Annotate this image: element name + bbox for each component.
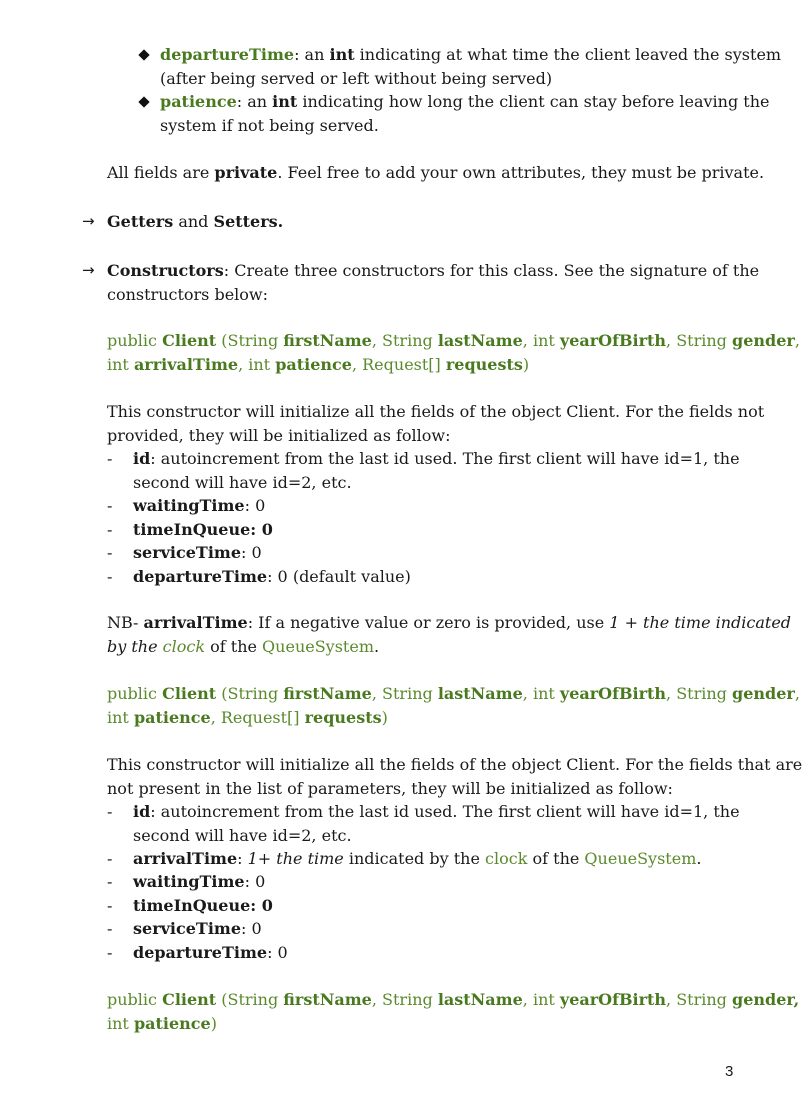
code-text: ) [522, 354, 530, 374]
text: This constructor will initialize all the fields of the object Client. For the fields not [107, 402, 765, 421]
text: All fields are [107, 163, 215, 182]
text: 1+ the time [247, 849, 344, 868]
code-identifier: patience [133, 707, 211, 727]
text: This constructor will initialize all the fields of the object Client. For the fields that are [107, 755, 802, 774]
text: : 0 [244, 872, 266, 891]
text: id [133, 449, 151, 468]
code-identifier: Client [162, 990, 217, 1009]
code-identifier: lastName [437, 684, 523, 703]
code-text: , String [666, 331, 733, 350]
text: departureTime [133, 943, 268, 962]
code-text: , int [522, 684, 560, 703]
code-text: ) [381, 707, 388, 727]
text: not present in the list of parameters, they will be initialized as follow: [107, 778, 673, 798]
text: indicating at what time the client leaved the system [354, 45, 782, 64]
dash-bullet: - [107, 872, 113, 891]
dash-bullet: - [107, 449, 113, 468]
code-identifier: firstName [283, 331, 372, 350]
constructor-signature-3 [107, 988, 800, 1035]
code-reference: QueueSystem [262, 636, 374, 656]
dash-bullet: - [107, 943, 113, 962]
constructor-2-description [107, 753, 802, 800]
text: waitingTime [133, 496, 245, 515]
code-identifier: patience [133, 1013, 211, 1033]
code-identifier: yearOfBirth [559, 684, 667, 703]
code-text: , String [666, 684, 733, 703]
code-text: , int [522, 990, 560, 1009]
text: arrivalTime [133, 849, 238, 868]
text: of the [205, 636, 263, 656]
text: . Feel free to add your own attributes, they must be private. [277, 163, 765, 182]
getters-setters-heading [107, 210, 747, 234]
code-text: ) [210, 1013, 217, 1033]
code-text: , String [371, 684, 438, 703]
code-identifier: gender [732, 684, 795, 703]
code-identifier: patience [275, 354, 352, 374]
code-text: public [107, 684, 163, 703]
text: : Create three constructors for this class. See the signature of the [223, 261, 760, 280]
dash-bullet: - [107, 896, 113, 915]
code-text: int [107, 354, 134, 374]
text: constructors below: [107, 284, 269, 304]
list2-time-in-queue: timeInQueue: 0 [133, 896, 273, 915]
dash-bullet: - [107, 567, 113, 586]
text: waitingTime [133, 872, 245, 891]
dash-bullet: - [107, 919, 113, 938]
text: by the [107, 636, 163, 656]
code-text: int [107, 707, 134, 727]
constructor-1-description [107, 400, 765, 447]
text: : 0 [244, 496, 266, 515]
dash-bullet: - [107, 543, 113, 562]
text: serviceTime [133, 543, 242, 562]
code-text: public [107, 331, 163, 350]
field-name: departureTime [160, 45, 295, 64]
text: 1 + the time indicated [609, 613, 792, 632]
text: provided, they will be initialized as follow: [107, 425, 451, 445]
list1-service-time [133, 541, 262, 565]
code-reference: clock [485, 849, 528, 868]
text: : autoincrement from the last id used. The first client will have id=1, the [150, 802, 740, 821]
text: : [237, 849, 248, 868]
code-text: , String [371, 990, 438, 1009]
text: departureTime [133, 567, 268, 586]
text: indicated by the [343, 849, 486, 868]
list2-service-time [133, 917, 262, 941]
text: . [277, 212, 284, 231]
text: NB- [107, 613, 144, 632]
text: serviceTime [133, 919, 242, 938]
list2-arrival-time [133, 847, 701, 871]
code-identifier: arrivalTime [133, 354, 239, 374]
text: . [696, 849, 702, 868]
code-text: , [794, 684, 800, 703]
text: Getters [107, 212, 174, 231]
list2-waiting-time [133, 870, 265, 894]
code-identifier: requests [445, 354, 523, 374]
text: : 0 (default value) [267, 567, 411, 586]
text: second will have id=2, etc. [133, 472, 352, 492]
text: second will have id=2, etc. [133, 825, 352, 845]
dash-bullet: - [107, 520, 113, 539]
code-identifier: gender, [732, 990, 800, 1009]
type-keyword: int [272, 92, 298, 111]
code-identifier: Client [162, 684, 217, 703]
text: : 0 [267, 943, 288, 962]
text: : an [236, 92, 273, 111]
code-text: , Request[] [351, 354, 446, 374]
code-text: , int [238, 354, 276, 374]
text: and [173, 212, 214, 231]
text: indicating how long the client can stay before leaving the [297, 92, 770, 111]
code-text: int [107, 1013, 134, 1033]
text: Constructors [107, 261, 224, 280]
code-identifier: lastName [437, 990, 523, 1009]
code-text: , int [522, 331, 560, 350]
nb-arrival-time-note [107, 611, 792, 658]
text: : If a negative value or zero is provided, use [247, 613, 610, 632]
list2-id [133, 800, 740, 847]
text: . [374, 636, 380, 656]
dash-bullet: - [107, 849, 113, 868]
code-text: , String [666, 990, 733, 1009]
constructors-intro [107, 259, 760, 306]
code-text: , Request[] [210, 707, 305, 727]
code-identifier: firstName [283, 990, 372, 1009]
text: private [214, 163, 278, 182]
list1-waiting-time [133, 494, 265, 518]
code-reference: clock [162, 636, 206, 656]
arrow-bullet-icon: → [82, 261, 95, 279]
code-identifier: requests [304, 707, 382, 727]
text: : an [294, 45, 330, 64]
code-identifier: firstName [283, 684, 372, 703]
code-identifier: yearOfBirth [559, 331, 667, 350]
text: : 0 [241, 543, 262, 562]
text: : 0 [241, 919, 262, 938]
list1-departure-time [133, 565, 411, 589]
bullet-departure-time [160, 43, 800, 90]
diamond-bullet-icon [138, 96, 150, 108]
page-number: 3 [725, 1063, 734, 1080]
code-text: (String [216, 684, 284, 703]
code-identifier: Client [162, 331, 217, 350]
text: of the [527, 849, 585, 868]
code-text: , [794, 331, 800, 350]
list1-id [133, 447, 740, 494]
bullet-patience [160, 90, 800, 137]
text: system if not being served. [160, 115, 379, 135]
field-name: patience [160, 92, 237, 111]
type-keyword: int [329, 45, 355, 64]
code-reference: QueueSystem [584, 849, 697, 868]
code-text: , String [371, 331, 438, 350]
text: (after being served or left without being served) [160, 68, 553, 88]
list1-time-in-queue: timeInQueue: 0 [133, 520, 273, 539]
text: id [133, 802, 151, 821]
fields-private-note [107, 161, 765, 185]
dash-bullet: - [107, 496, 113, 515]
diamond-bullet-icon [138, 49, 150, 61]
arrow-bullet-icon: → [82, 212, 95, 230]
code-text: public [107, 990, 163, 1009]
code-text: (String [216, 990, 284, 1009]
code-identifier: gender [732, 331, 795, 350]
list2-departure-time [133, 941, 288, 965]
constructor-signature-1 [107, 329, 800, 376]
code-identifier: yearOfBirth [559, 990, 667, 1009]
text: Setters [213, 212, 278, 231]
text: arrivalTime [143, 613, 248, 632]
constructor-signature-2 [107, 682, 800, 729]
dash-bullet: - [107, 802, 113, 821]
code-identifier: lastName [437, 331, 523, 350]
text: : autoincrement from the last id used. The first client will have id=1, the [150, 449, 740, 468]
code-text: (String [216, 331, 284, 350]
